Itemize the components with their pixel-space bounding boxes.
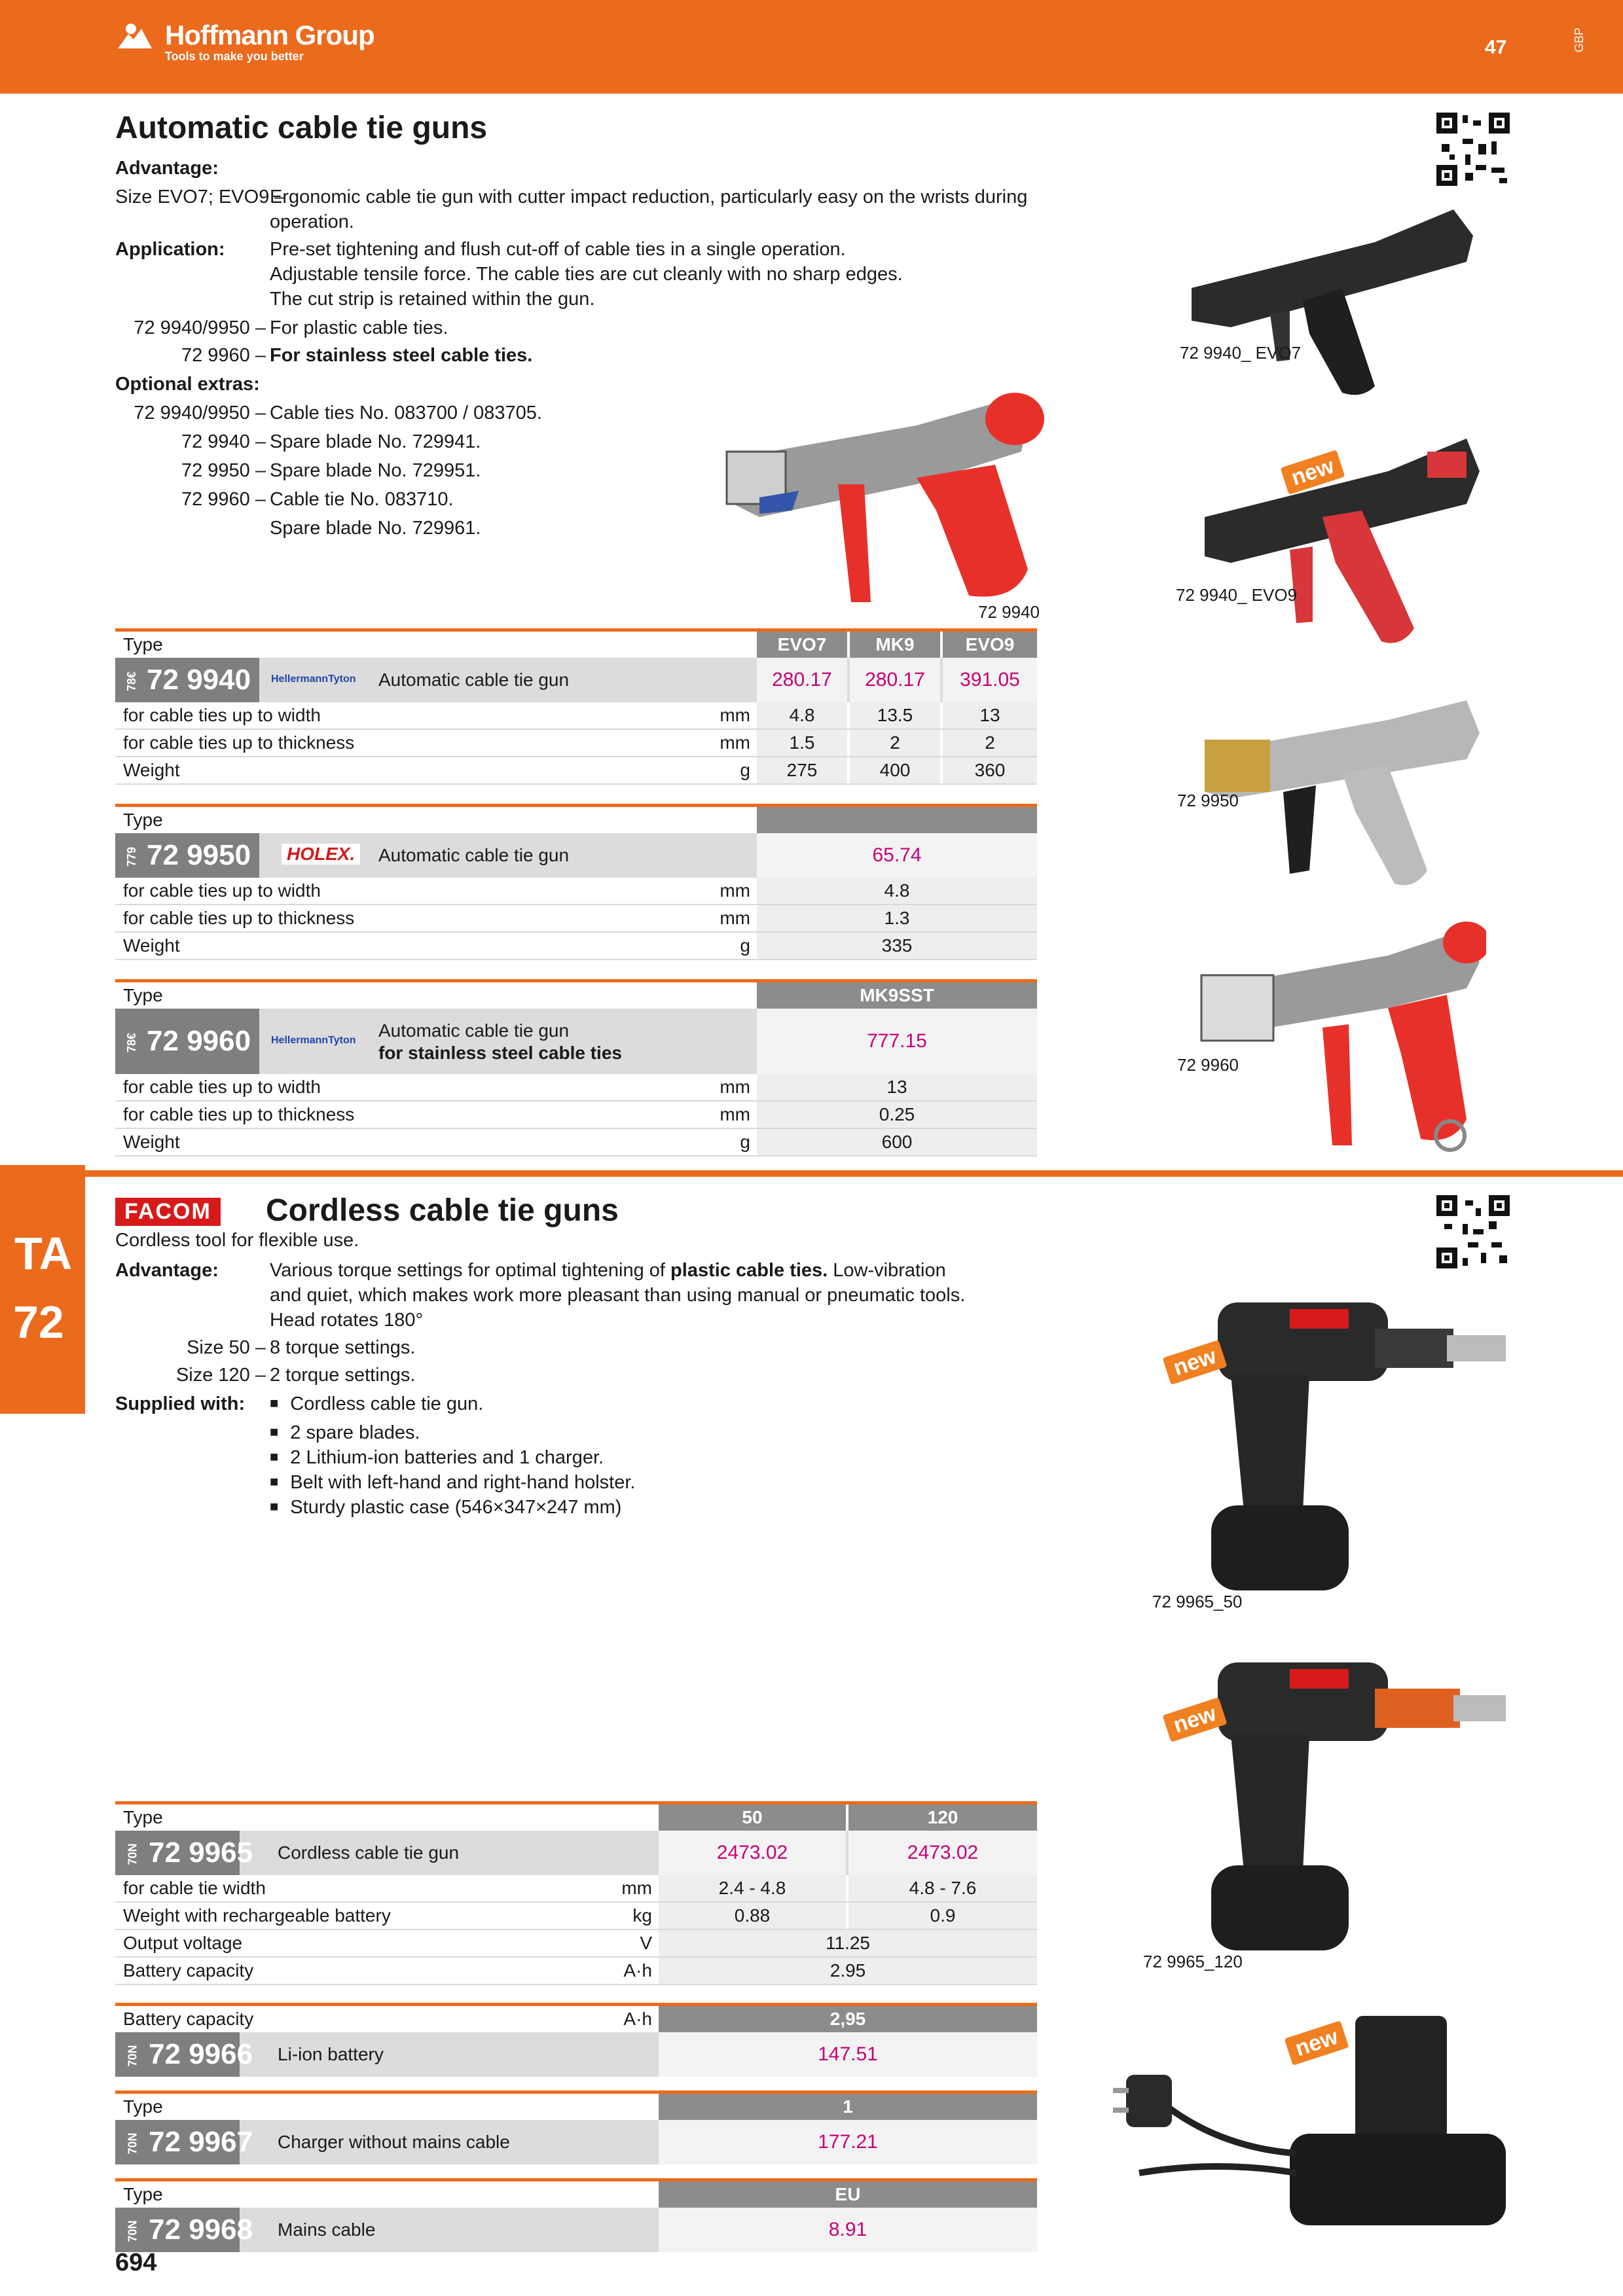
article-number: 70N 72 9968: [126, 2214, 253, 2246]
product-image-729950: [1192, 674, 1486, 890]
type-header: EU: [659, 2181, 1037, 2208]
page-number: 47: [1485, 37, 1507, 58]
row-label: for cable ties up to width: [123, 1077, 321, 1097]
table-header-row: [115, 804, 1037, 833]
price: 280.17: [850, 658, 940, 702]
qr-code-icon[interactable]: [1436, 113, 1510, 186]
table-row: [115, 878, 1037, 905]
application-label: Application:: [115, 239, 225, 260]
table-header-row: [115, 628, 1037, 658]
type-label: Type: [123, 985, 163, 1005]
table-729960: [115, 979, 1037, 1157]
table-row: [115, 1875, 1037, 1903]
article-number: 779 72 9950: [125, 839, 251, 871]
hoffmann-logo: [115, 20, 374, 63]
row-unit: V: [640, 1933, 652, 1953]
row-unit: kg: [632, 1905, 652, 1926]
row-value: 2: [943, 730, 1037, 756]
type-header: MK9: [850, 632, 940, 658]
price: 280.17: [757, 658, 847, 702]
table-729968: [115, 2178, 1037, 2252]
row-value: 600: [757, 1129, 1037, 1155]
chapter-tab[interactable]: [0, 1165, 85, 1414]
optional-text: Cable tie No. 083710.: [270, 489, 454, 510]
row-value: 1.5: [757, 730, 847, 756]
article-description: Li-ion battery: [278, 2044, 384, 2064]
row-value: 360: [943, 757, 1037, 783]
price: 147.51: [659, 2032, 1037, 2077]
advantage-line: Various torque settings for optimal tightening of plastic cable ties. Low-vibration: [270, 1260, 946, 1281]
optional-label: Optional extras:: [115, 374, 260, 395]
row-value: 335: [757, 933, 1037, 959]
advantage-text: Ergonomic cable tie gun with cutter impact reduction, particularly easy on the wrists during: [270, 187, 1028, 207]
type-label: Type: [123, 810, 163, 830]
row-unit: mm: [720, 880, 750, 901]
table-header-row: [115, 979, 1037, 1009]
table-header-row: [115, 2090, 1037, 2120]
currency-label: GBP: [1573, 27, 1586, 52]
type-label: Type: [123, 1807, 163, 1827]
table-header-row: [115, 1801, 1037, 1831]
type-header: EVO9: [943, 632, 1037, 658]
optional-text: Spare blade No. 729961.: [270, 518, 481, 539]
footer-page-number: 694: [115, 2249, 157, 2276]
advantage-line: Head rotates 180°: [270, 1310, 424, 1331]
row-value: 13: [943, 702, 1037, 728]
brand-logo-holex: HOLEX.: [282, 844, 360, 865]
section-title-automatic: Automatic cable tie guns: [115, 111, 488, 145]
row-label: for cable ties up to width: [123, 880, 321, 901]
price: 391.05: [943, 658, 1037, 702]
row-value: 13: [757, 1074, 1037, 1100]
brand-tagline: Tools to make you better: [165, 50, 304, 63]
row-value: 275: [757, 757, 847, 783]
optional-code: 72 9940/9950 –: [134, 403, 266, 423]
row-label: for cable ties up to width: [123, 705, 321, 725]
new-badge: new: [1163, 1697, 1228, 1742]
article-number: 70N 72 9967: [126, 2126, 253, 2158]
table-row: [115, 1958, 1037, 1985]
type-header: EVO7: [757, 632, 847, 658]
article-number: 70N 72 9966: [126, 2038, 253, 2070]
row-label: for cable tie width: [123, 1878, 266, 1898]
supplied-item: ■ 2 spare blades.: [270, 1420, 420, 1446]
product-image-729960: [1192, 903, 1486, 1152]
row-unit: mm: [621, 1878, 652, 1898]
type-header: 1: [659, 2094, 1037, 2120]
use-text: For stainless steel cable ties.: [270, 345, 533, 366]
article-row: [115, 1009, 1037, 1074]
table-729940: [115, 628, 1037, 785]
image-caption-evo9: 72 9940_ EVO9: [1176, 585, 1298, 605]
price: 777.15: [757, 1009, 1037, 1074]
row-value: 0.88: [659, 1903, 846, 1929]
table-header-row: [115, 2003, 1037, 2032]
row-value: 0.25: [757, 1102, 1037, 1128]
row-label: Battery capacity: [123, 1960, 254, 1981]
type-header: 2,95: [659, 2006, 1037, 2032]
row-value: 1.3: [757, 905, 1037, 931]
application-line: Pre-set tightening and flush cut-off of cable ties in a single operation.: [270, 239, 846, 260]
row-label: for cable ties up to thickness: [123, 908, 355, 928]
type-header: [757, 807, 1037, 833]
product-image-729965-120: [1178, 1656, 1519, 1964]
row-label: for cable ties up to thickness: [123, 732, 355, 753]
image-caption-729960: 72 9960: [1177, 1055, 1239, 1075]
advantage-label: Advantage:: [115, 158, 219, 179]
article-description: Cordless cable tie gun: [278, 1842, 460, 1863]
use-code: 72 9940/9950 –: [134, 317, 266, 338]
article-row: [115, 2208, 1037, 2252]
table-row: [115, 1129, 1037, 1157]
size-code: Size 50 –: [187, 1337, 266, 1358]
optional-code: 72 9950 –: [181, 460, 266, 481]
row-label: Weight: [123, 935, 180, 956]
application-line: Adjustable tensile force. The cable ties are cut cleanly with no sharp edges.: [270, 264, 903, 285]
table-row: [115, 1102, 1037, 1129]
table-729967: [115, 2090, 1037, 2164]
row-unit: g: [740, 1132, 750, 1152]
article-number: 78€ 72 9960: [125, 1025, 251, 1057]
row-value: 2.95: [659, 1958, 1037, 1984]
table-729950: [115, 804, 1037, 960]
optional-text: Cable ties No. 083700 / 083705.: [270, 403, 542, 423]
table-row: [115, 933, 1037, 960]
price: 2473.02: [659, 1831, 846, 1875]
size-code: Size 120 –: [175, 1365, 266, 1386]
section-intro: Cordless tool for flexible use.: [115, 1230, 359, 1251]
table-row: [115, 1903, 1037, 1930]
row-value: 2.4 - 4.8: [659, 1875, 846, 1901]
price: 177.21: [659, 2120, 1037, 2164]
article-description: Automatic cable tie gun: [378, 670, 570, 690]
advantage-text: operation.: [270, 211, 354, 232]
new-badge: new: [1281, 450, 1345, 495]
new-badge: new: [1163, 1340, 1228, 1385]
type-header: MK9SST: [757, 982, 1037, 1009]
product-image-729965-50: [1178, 1296, 1519, 1610]
table-729965: [115, 1801, 1037, 1985]
article-description: Charger without mains cable: [278, 2132, 510, 2152]
article-row: [115, 833, 1037, 878]
advantage-label: Advantage:: [115, 1260, 219, 1281]
qr-code-icon[interactable]: [1436, 1195, 1510, 1268]
article-row: [115, 2120, 1037, 2164]
supplied-item: ■ Belt with left-hand and right-hand holster.: [270, 1470, 635, 1496]
row-unit: mm: [720, 908, 750, 928]
row-value: 4.8: [757, 878, 1037, 904]
table-row: [115, 1074, 1037, 1102]
supplied-item: ■ 2 Lithium-ion batteries and 1 charger.: [270, 1445, 604, 1471]
type-header: 50: [659, 1804, 846, 1831]
image-caption-729965-50: 72 9965_50: [1152, 1592, 1243, 1611]
image-caption-729965-120: 72 9965_120: [1143, 1952, 1243, 1971]
price: 2473.02: [848, 1831, 1037, 1875]
article-row: [115, 658, 1037, 702]
optional-code: 72 9960 –: [181, 489, 266, 510]
optional-code: 72 9940 –: [181, 431, 266, 452]
optional-text: Spare blade No. 729941.: [270, 431, 481, 452]
image-caption-evo7: 72 9940_ EVO7: [1180, 343, 1302, 363]
type-label: Type: [123, 2184, 163, 2204]
article-number: 70N 72 9965: [126, 1837, 253, 1869]
article-number: 78€ 72 9940: [125, 664, 251, 696]
brand-name: Hoffmann Group: [165, 20, 374, 50]
section-divider: [0, 1170, 1623, 1177]
table-729966: [115, 2003, 1037, 2077]
article-row: [115, 2032, 1037, 2077]
row-value: 4.8: [757, 702, 847, 728]
table-row: [115, 1930, 1037, 1958]
article-description: Automatic cable tie gun: [378, 845, 570, 865]
table-row: [115, 702, 1037, 730]
type-header: 120: [848, 1804, 1037, 1831]
article-description: Automatic cable tie gun: [378, 1020, 570, 1041]
table-row: [115, 757, 1037, 785]
row-unit: mm: [720, 705, 750, 725]
brand-logo-hellermann: HellermannTyton: [271, 673, 356, 685]
type-label: Type: [123, 634, 163, 655]
row-unit: mm: [720, 1104, 750, 1124]
chapter-icon: TA: [14, 1228, 73, 1279]
size-text: 8 torque settings.: [270, 1337, 416, 1358]
row-label: Weight: [123, 1132, 180, 1152]
application-line: The cut strip is retained within the gun.: [270, 289, 595, 310]
brand-logo-hellermann: HellermannTyton: [271, 1035, 356, 1046]
use-code: 72 9960 –: [181, 345, 266, 366]
row-unit: g: [740, 760, 750, 780]
table-row: [115, 730, 1037, 757]
supplied-label: Supplied with:: [115, 1393, 246, 1414]
article-description: Mains cable: [278, 2219, 376, 2240]
row-value: 13.5: [850, 702, 940, 728]
row-label: Output voltage: [123, 1933, 243, 1953]
advantage-size: Size EVO7; EVO9 –: [115, 187, 285, 207]
row-value: 0.9: [848, 1903, 1037, 1929]
row-label: Weight with rechargeable battery: [123, 1905, 391, 1926]
price: 8.91: [659, 2208, 1037, 2252]
article-row: [115, 1831, 1037, 1875]
row-value: 4.8 - 7.6: [848, 1875, 1037, 1901]
size-text: 2 torque settings.: [270, 1365, 416, 1386]
table-header-row: [115, 2178, 1037, 2208]
row-value: 2: [850, 730, 940, 756]
optional-text: Spare blade No. 729951.: [270, 460, 481, 481]
section-title-cordless: Cordless cable tie guns: [266, 1193, 619, 1228]
row-unit: g: [740, 935, 750, 956]
row-label: Weight: [123, 760, 180, 780]
image-caption-729950: 72 9950: [1177, 791, 1239, 810]
type-label: Battery capacity: [123, 2009, 254, 2029]
chapter-number: 72: [13, 1297, 64, 1348]
advantage-line: and quiet, which makes work more pleasant than using manual or pneumatic tools.: [270, 1285, 966, 1306]
use-text: For plastic cable ties.: [270, 317, 448, 338]
row-unit: mm: [720, 1077, 750, 1097]
row-unit: A·h: [623, 1960, 652, 1981]
row-value: 400: [850, 757, 940, 783]
image-caption: 72 9940: [978, 602, 1040, 622]
type-unit: A·h: [623, 2009, 652, 2029]
type-label: Type: [123, 2096, 163, 2117]
facom-logo: FACOM: [115, 1198, 221, 1226]
product-image-729940: [720, 353, 1048, 615]
row-label: for cable ties up to thickness: [123, 1104, 355, 1124]
new-badge: new: [1285, 2020, 1349, 2066]
table-row: [115, 905, 1037, 933]
hoffmann-logo-icon: [115, 22, 155, 51]
article-description: for stainless steel cable ties: [378, 1043, 622, 1063]
product-image-evo7: [1178, 190, 1486, 406]
row-value: 11.25: [659, 1930, 1037, 1956]
supplied-item: ■ Sturdy plastic case (546×347×247 mm): [270, 1495, 621, 1521]
price: 65.74: [757, 833, 1037, 878]
supplied-item: ■ Cordless cable tie gun.: [270, 1391, 483, 1418]
row-unit: mm: [720, 732, 750, 753]
